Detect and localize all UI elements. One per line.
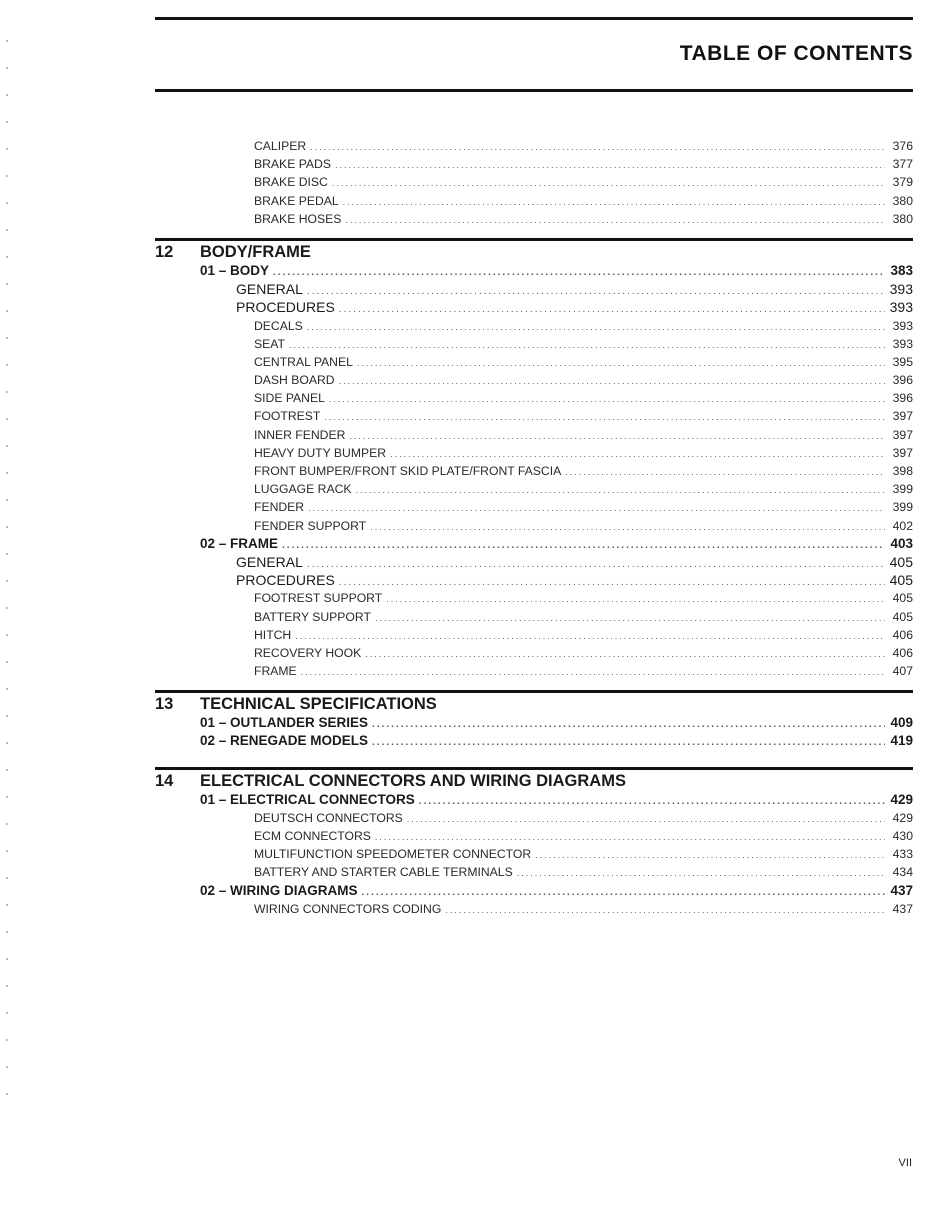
toc-entry[interactable]: SIDE PANEL ..... 396 [155, 389, 913, 407]
dot-leader [289, 336, 885, 353]
dot-leader [365, 645, 885, 662]
chapter-number: 12 [155, 242, 174, 261]
dot-leader [535, 846, 885, 863]
chapter-14 [155, 767, 913, 918]
dot-leader [339, 301, 885, 316]
page-title: TABLE OF CONTENTS [679, 42, 913, 65]
toc-section[interactable]: 01 – OUTLANDER SERIES ..... 409 [155, 714, 913, 732]
toc-section[interactable]: 01 – ELECTRICAL CONNECTORS ..... 429 [155, 791, 913, 809]
chapter-heading[interactable] [155, 771, 913, 791]
dot-leader [307, 318, 885, 335]
toc-group[interactable]: PROCEDURES ..... 405 [155, 571, 913, 589]
toc-entry[interactable]: CALIPER ..... 376 [155, 137, 913, 155]
dot-leader [273, 264, 885, 280]
dot-leader [372, 716, 885, 732]
dot-leader [407, 810, 885, 827]
title-rule [155, 89, 913, 92]
top-rule [155, 17, 913, 20]
dot-leader [375, 828, 885, 845]
dot-leader [295, 627, 885, 644]
chapter-number: 13 [155, 695, 174, 714]
toc-entry[interactable]: HEAVY DUTY BUMPER ..... 397 [155, 444, 913, 462]
chapter-heading[interactable] [155, 242, 913, 262]
dot-leader [445, 901, 885, 918]
dot-leader [335, 156, 885, 173]
toc-entry[interactable]: MULTIFUNCTION SPEEDOMETER CONNECTOR ..... 433 [155, 845, 913, 863]
toc-entry[interactable]: DASH BOARD ..... 396 [155, 371, 913, 389]
dot-leader [332, 174, 885, 191]
toc-section[interactable]: 02 – RENEGADE MODELS ..... 419 [155, 732, 913, 750]
toc-entry[interactable]: RECOVERY HOOK ..... 406 [155, 644, 913, 662]
toc-entry[interactable]: FOOTREST SUPPORT ..... 405 [155, 589, 913, 607]
toc-section[interactable]: 02 – WIRING DIAGRAMS ..... 437 [155, 882, 913, 900]
toc-entry[interactable]: ECM CONNECTORS ..... 430 [155, 827, 913, 845]
chapter-12 [155, 238, 913, 680]
chapter-number: 14 [155, 771, 174, 790]
dot-leader [386, 590, 885, 607]
dot-leader [345, 211, 885, 228]
dot-leader [339, 574, 885, 589]
toc-entry[interactable]: BRAKE DISC ..... 379 [155, 173, 913, 191]
chapter-heading[interactable] [155, 694, 913, 714]
toc-entry[interactable]: WIRING CONNECTORS CODING ..... 437 [155, 900, 913, 918]
toc-group[interactable]: PROCEDURES ..... 393 [155, 298, 913, 316]
page-number: VII [898, 1157, 912, 1169]
toc-section[interactable]: 02 – FRAME ..... 403 [155, 535, 913, 553]
dot-leader [307, 283, 885, 298]
dot-leader [375, 609, 885, 626]
toc-content [155, 137, 913, 918]
toc-entry[interactable]: BRAKE PEDAL ..... 380 [155, 192, 913, 210]
dot-leader [370, 518, 885, 535]
chapter-13 [155, 690, 913, 750]
dot-leader [329, 390, 885, 407]
toc-entry[interactable]: FRAME ..... 407 [155, 662, 913, 680]
toc-entry[interactable]: BATTERY SUPPORT ..... 405 [155, 608, 913, 626]
dot-leader [301, 663, 885, 680]
toc-section[interactable]: 01 – BODY ..... 383 [155, 262, 913, 280]
toc-entry[interactable]: DEUTSCH CONNECTORS ..... 429 [155, 809, 913, 827]
dot-leader [310, 138, 885, 155]
toc-entry[interactable]: BATTERY AND STARTER CABLE TERMINALS ..... 434 [155, 863, 913, 881]
dot-leader [357, 354, 885, 371]
dot-leader [349, 427, 885, 444]
dot-leader [565, 463, 885, 480]
toc-entry[interactable]: FENDER SUPPORT ..... 402 [155, 517, 913, 535]
dot-leader [339, 372, 885, 389]
toc-entry[interactable]: HITCH ..... 406 [155, 626, 913, 644]
continued-entries [155, 137, 913, 228]
toc-entry[interactable]: FOOTREST ..... 397 [155, 407, 913, 425]
scan-margin-marks [6, 40, 12, 1160]
dot-leader [372, 734, 885, 750]
toc-entry[interactable]: BRAKE HOSES ..... 380 [155, 210, 913, 228]
toc-entry[interactable]: FRONT BUMPER/FRONT SKID PLATE/FRONT FASCIA ..... 398 [155, 462, 913, 480]
dot-leader [356, 481, 885, 498]
dot-leader [324, 408, 885, 425]
chapter-title: BODY/FRAME [200, 242, 311, 261]
toc-entry[interactable]: BRAKE PADS ..... 377 [155, 155, 913, 173]
dot-leader [343, 193, 885, 210]
dot-leader [307, 556, 885, 571]
dot-leader [390, 445, 885, 462]
chapter-title: TECHNICAL SPECIFICATIONS [200, 695, 437, 714]
toc-entry[interactable]: INNER FENDER ..... 397 [155, 426, 913, 444]
dot-leader [282, 537, 885, 553]
dot-leader [419, 793, 885, 809]
toc-entry[interactable]: FENDER ..... 399 [155, 498, 913, 516]
dot-leader [362, 884, 885, 900]
toc-group[interactable]: GENERAL ..... 393 [155, 280, 913, 298]
toc-entry[interactable]: SEAT ..... 393 [155, 335, 913, 353]
toc-entry[interactable]: CENTRAL PANEL ..... 395 [155, 353, 913, 371]
chapter-title: ELECTRICAL CONNECTORS AND WIRING DIAGRAMS [200, 771, 626, 790]
dot-leader [308, 499, 885, 516]
dot-leader [517, 864, 885, 881]
toc-entry[interactable]: LUGGAGE RACK ..... 399 [155, 480, 913, 498]
toc-entry[interactable]: DECALS ..... 393 [155, 317, 913, 335]
toc-group[interactable]: GENERAL ..... 405 [155, 553, 913, 571]
